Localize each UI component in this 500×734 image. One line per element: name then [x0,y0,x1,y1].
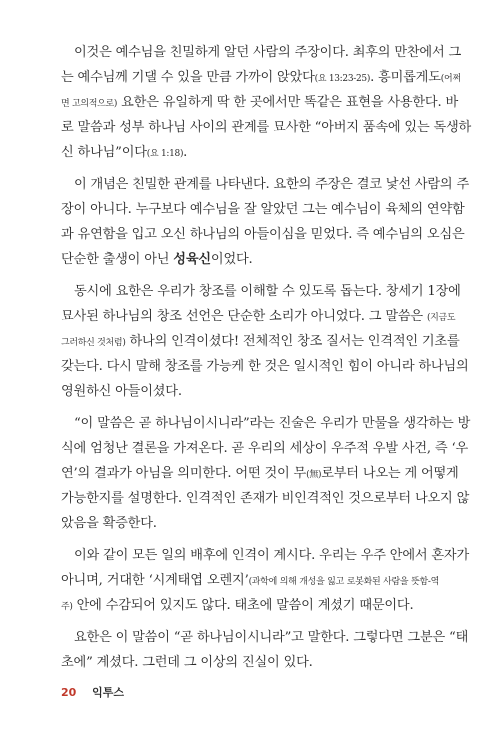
text-run: 요한은 이 말씀이 “곧 하나님이시니라”고 말한다. 그렇다면 그분은 “태 [74,630,469,645]
bold-term: 성육신 [173,252,211,267]
page-number: 20 [61,686,77,699]
text-line [61,329,460,354]
paragraph-gap [61,618,439,625]
text-run: 묘사된 하나님의 창조 선언은 단순한 소리가 아니었다. 그 말씀은 [61,309,427,324]
inline-note: (지금도 [426,313,456,323]
text-line [61,436,468,461]
text-run: “이 말씀은 곧 하나님이시니라”라는 진술은 우리가 만물을 생각하는 방 [74,416,471,431]
text-line [61,543,470,568]
paragraph [61,279,469,404]
inline-note: (요 1:18) [146,149,184,159]
paragraph [61,411,471,536]
inline-note: (無) [306,470,322,480]
body-text [61,40,472,675]
text-run: 초에” 계셨다. 그런데 그 이상의 진실이 있다. [61,655,313,670]
text-run: 았음을 확증한다. [61,516,157,531]
text-run: 이와 같이 모든 일의 배후에 인격이 계시다. 우리는 우주 안에서 혼자가 [74,548,470,563]
text-line [61,486,470,511]
inline-note: (요 13:23-25) [314,74,371,84]
text-run: 이것은 예수님을 친밀하게 알던 사람의 주장이다. 최후의 만찬에서 그 [74,45,462,60]
page-footer [61,684,124,700]
text-run: 신 하나님”이다 [61,145,147,160]
text-run: 단순한 출생이 아닌 [61,252,174,267]
text-line [61,140,439,165]
text-run: 동시에 요한은 우리가 창조를 이해할 수 있도록 돕는다. 창세기 1장에 [74,284,461,299]
text-run: 연’의 결과가 아님을 의미한다. 어떤 것이 무 [61,466,307,481]
text-line [61,650,439,675]
text-run: 안에 수감되어 있지도 않다. 태초에 말씀이 계셨기 때문이다. [72,598,414,613]
text-line [61,354,469,379]
text-run: 장이 아니다. 누구보다 예수님을 잘 알았던 그는 예수님이 육체의 연약함 [61,202,465,217]
paragraph-gap [61,404,439,411]
text-run: 는 예수님께 기댈 수 있을 만큼 가까이 앉았다 [61,70,315,85]
text-line [61,115,472,140]
book-title: 익투스 [92,686,125,699]
text-run: 로 말씀과 성부 하나님 사이의 관계를 묘사한 “아버지 품속에 있는 독생하 [61,120,472,135]
text-run: 로부터 나오는 게 어떻게 [321,466,459,481]
paragraph [61,543,470,618]
text-line [61,172,470,197]
text-line [61,379,439,404]
inline-note: (과학에 의해 개성을 잃고 로봇화된 사람을 뜻함-역 [248,577,439,587]
text-run: 과 유연함을 입고 오신 하나님의 아들이심을 믿었다. 즉 예수님의 오심은 [61,227,465,242]
paragraph-gap [61,165,439,172]
inline-note: 그러하신 것처럼) [61,338,126,348]
paragraph [61,172,470,272]
text-line [61,593,439,618]
inline-note: 면 고의적으로) [61,99,118,109]
text-line [61,65,461,90]
text-line [61,568,439,593]
text-run: 아니며, 거대한 ‘시계태엽 오렌지’ [61,573,249,588]
paragraph [61,625,469,675]
paragraph [61,40,472,165]
text-run: 하나의 인격이셨다! 전체적인 창조 질서는 인격적인 기초를 [125,334,460,349]
text-line [61,40,462,65]
text-line [61,247,439,272]
text-line [61,511,439,536]
text-run: . [183,145,188,160]
text-line [61,197,465,222]
text-line [61,625,469,650]
text-line [61,279,461,304]
paragraph-gap [61,536,439,543]
text-run: 이었다. [210,252,253,267]
inline-note: (어쩌 [440,74,461,84]
text-run: 이 개념은 친밀한 관계를 나타낸다. 요한의 주장은 결코 낯선 사람의 주 [74,177,470,192]
text-line [61,222,465,247]
text-run: 요한은 유일하게 딱 한 곳에서만 똑같은 표현을 사용한다. 바 [117,95,458,110]
text-run: 가능한지를 설명한다. 인격적인 존재가 비인격적인 것으로부터 나오지 않 [61,491,470,506]
text-line [61,90,458,115]
paragraph-gap [61,272,439,279]
text-run: . 흥미롭게도 [370,70,441,85]
text-run: 영원하신 아들이셨다. [61,384,182,399]
text-line [61,461,459,486]
text-line [61,304,456,329]
text-line [61,411,471,436]
inline-note: 주) [61,602,73,612]
text-run: 갖는다. 다시 말해 창조를 가능케 한 것은 일시적인 힘이 아니라 하나님의 [61,359,469,374]
text-run: 식에 엄청난 결론을 가져온다. 곧 우리의 세상이 우주적 우발 사건, 즉 ‘우 [61,441,468,456]
